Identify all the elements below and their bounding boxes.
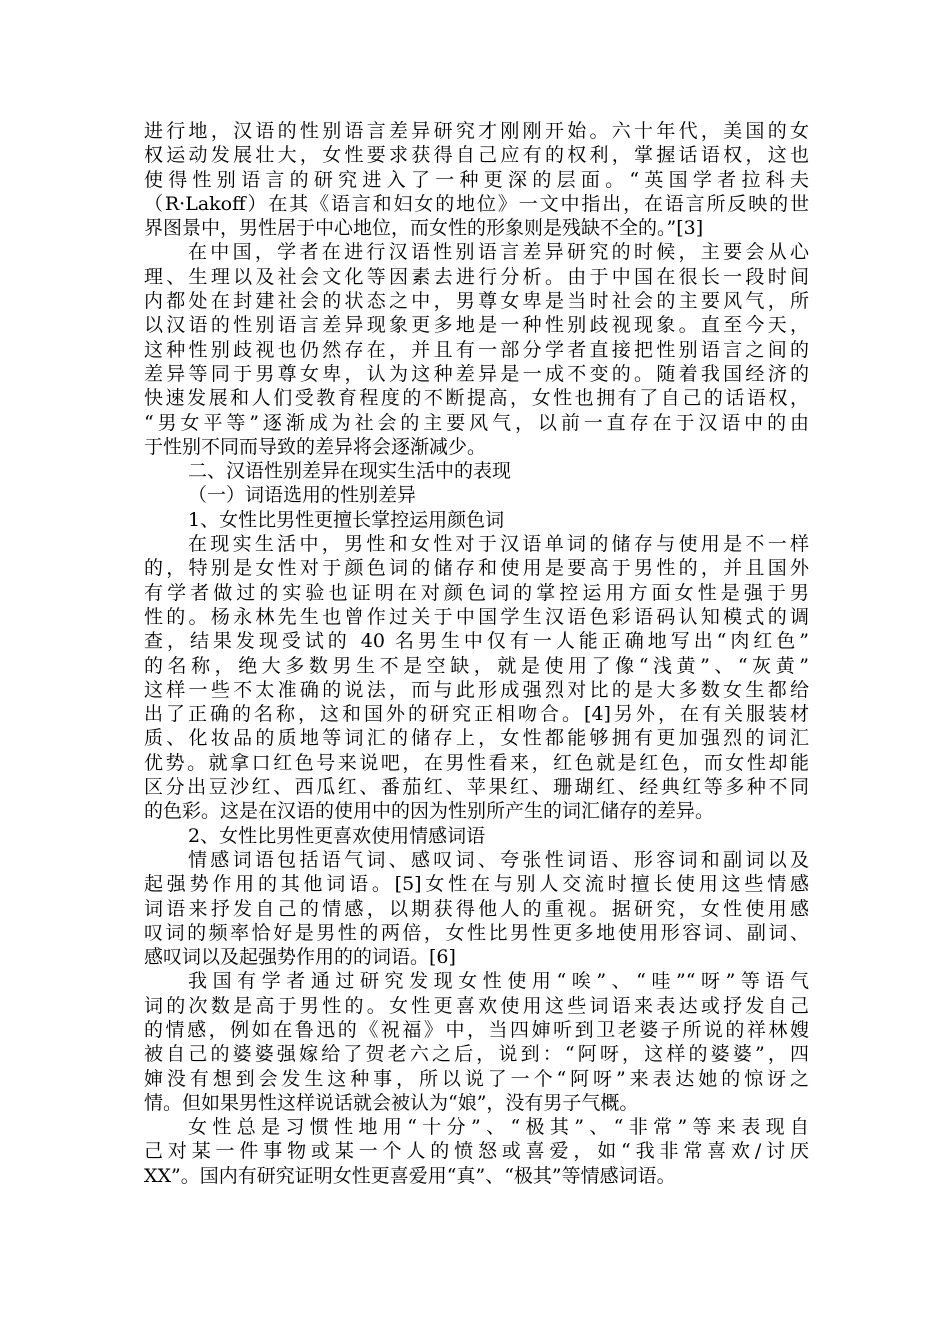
paragraph-p2 bbox=[144, 240, 809, 459]
text-line: 这样一些不太准确的说法，而与此形成强烈对比的是大多数女生都给 bbox=[144, 678, 809, 701]
text-line: 词语来抒发自己的情感，以期获得他人的重视。据研究，女性使用感 bbox=[144, 897, 809, 920]
heading-line: 二、汉语性别差异在现实生活中的表现 bbox=[188, 460, 512, 483]
text-line: 感叹词以及起强势作用的的词语。[6] bbox=[144, 946, 456, 969]
text-line: 有学者做过的实验也证明在对颜色词的掌控运用方面女性是强于男 bbox=[144, 581, 809, 604]
text-line: 差异等同于男尊女卑，认为这种差异是一成不变的。随着我国经济的 bbox=[144, 362, 809, 385]
text-line: 于性别不同而导致的差异将会逐渐减少。 bbox=[144, 435, 487, 458]
text-line: XX”。国内有研究证明女性更喜爱用“真”、“极其”等情感词语。 bbox=[144, 1164, 676, 1187]
text-line: 女性总是习惯性地用“十分”、“极其”、“非常”等来表现自 bbox=[188, 1116, 809, 1139]
text-line: 区分出豆沙红、西瓜红、番茄红、苹果红、珊瑚红、经典红等多种不同 bbox=[144, 776, 809, 799]
text-line: 的，特别是女性对于颜色词的储存和使用是要高于男性的，并且国外 bbox=[144, 557, 809, 580]
text-line: 理、生理以及社会文化等因素去进行分析。由于中国在很长一段时间 bbox=[144, 265, 809, 288]
text-line: 起强势作用的其他词语。[5]女性在与别人交流时擅长使用这些情感 bbox=[144, 873, 809, 896]
text-line: 性的。杨永林先生也曾作过关于中国学生汉语色彩语码认知模式的调 bbox=[144, 605, 809, 628]
text-line: 内都处在封建社会的状态之中，男尊女卑是当时社会的主要风气，所 bbox=[144, 290, 809, 313]
text-line: 界图景中，男性居于中心地位，而女性的形象则是残缺不全的。”[3] bbox=[144, 217, 704, 240]
paragraph-p1 bbox=[144, 119, 809, 240]
subsection-heading bbox=[144, 483, 809, 507]
text-line: “男女平等”逐渐成为社会的主要风气，以前一直存在于汉语中的由 bbox=[144, 411, 809, 434]
text-line: 在中国，学者在进行汉语性别语言差异研究的时候，主要会从心 bbox=[188, 241, 809, 264]
text-line: 我国有学者通过研究发现女性使用“唉”、“哇”“呀”等语气 bbox=[188, 970, 809, 993]
text-line: 质、化妆品的质地等词汇的储存上，女性都能够拥有更加强烈的词汇 bbox=[144, 727, 809, 750]
heading-line: 1、女性比男性更擅长掌控运用颜色词 bbox=[188, 508, 505, 531]
heading-line: （一）词语选用的性别差异 bbox=[188, 484, 417, 507]
text-line: 查，结果发现受试的 40 名男生中仅有一人能正确地写出“肉红色” bbox=[144, 630, 809, 653]
text-line: 词的次数是高于男性的。女性更喜欢使用这些词语来表达或抒发自己 bbox=[144, 994, 809, 1017]
text-line: 快速发展和人们受教育程度的不断提高，女性也拥有了自己的话语权， bbox=[144, 387, 809, 410]
text-line: 这种性别歧视也仍然存在，并且有一部分学者直接把性别语言之间的 bbox=[144, 338, 809, 361]
paragraph-p3 bbox=[144, 532, 809, 824]
point-heading-1 bbox=[144, 508, 809, 532]
text-line: 被自己的婆婆强嫁给了贺老六之后，说到：“阿呀，这样的婆婆”，四 bbox=[144, 1043, 809, 1066]
text-line: 出了正确的名称，这和国外的研究正相吻合。[4]另外，在有关服装材 bbox=[144, 703, 809, 726]
text-line: 进行地，汉语的性别语言差异研究才刚刚开始。六十年代，美国的女 bbox=[144, 120, 809, 142]
text-line: 使得性别语言的研究进入了一种更深的层面。“英国学者拉科夫 bbox=[144, 168, 809, 191]
document-body bbox=[144, 119, 809, 1188]
text-line: 权运动发展壮大，女性要求获得自己应有的权利，掌握话语权，这也 bbox=[144, 144, 809, 167]
text-line: 婶没有想到会发生这种事，所以说了一个“阿呀”来表达她的惊讶之 bbox=[144, 1067, 809, 1090]
text-line: 的色彩。这是在汉语的使用中的因为性别所产生的词汇储存的差异。 bbox=[144, 800, 715, 823]
paragraph-p4 bbox=[144, 848, 809, 969]
text-line: 叹词的频率恰好是男性的两倍，女性比男性更多地使用形容词、副词、 bbox=[144, 921, 809, 944]
text-line: 优势。就拿口红色号来说吧，在男性看来，红色就是红色，而女性却能 bbox=[144, 751, 809, 774]
text-line: 以汉语的性别语言差异现象更多地是一种性别歧视现象。直至今天， bbox=[144, 314, 809, 337]
paragraph-p6 bbox=[144, 1115, 809, 1188]
text-line: 的名称，绝大多数男生不是空缺，就是使用了像“浅黄”、“灰黄” bbox=[144, 654, 809, 677]
text-line: 在现实生活中，男性和女性对于汉语单词的储存与使用是不一样 bbox=[188, 533, 809, 556]
paragraph-p5 bbox=[144, 969, 809, 1115]
text-line: 的情感，例如在鲁迅的《祝福》中，当四婶听到卫老婆子所说的祥林嫂 bbox=[144, 1018, 809, 1041]
text-line: 己对某一件事物或某一个人的愤怒或喜爱，如“我非常喜欢/讨厌 bbox=[144, 1140, 809, 1163]
section-heading bbox=[144, 459, 809, 483]
point-heading-2 bbox=[144, 824, 809, 848]
text-line: （R·Lakoff）在其《语言和妇女的地位》一文中指出，在语言所反映的世 bbox=[144, 192, 809, 215]
heading-line: 2、女性比男性更喜欢使用情感词语 bbox=[188, 824, 486, 847]
text-line: 情感词语包括语气词、感叹词、夸张性词语、形容词和副词以及 bbox=[188, 848, 809, 871]
text-line: 情。但如果男性这样说话就会被认为“娘”，没有男子气概。 bbox=[144, 1091, 639, 1114]
